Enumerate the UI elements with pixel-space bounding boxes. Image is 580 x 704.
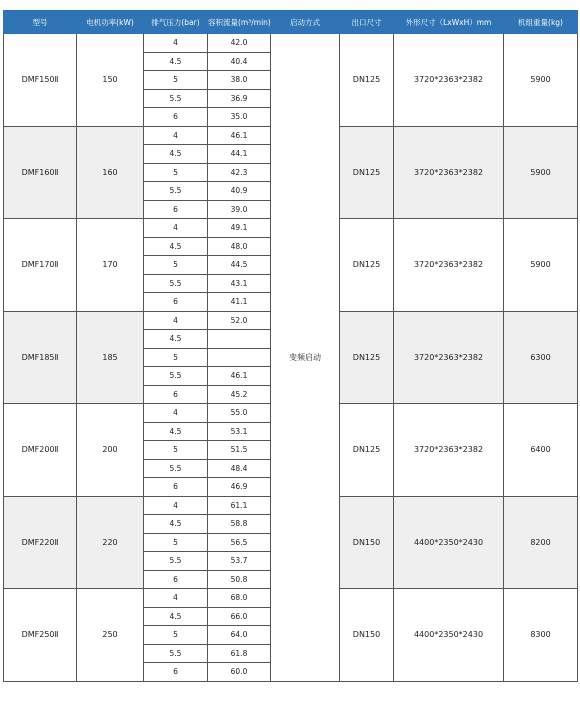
pressure-cell: 4 <box>144 589 208 608</box>
flow-cell: 52.0 <box>208 311 271 330</box>
pressure-cell: 5.5 <box>144 274 208 293</box>
power-cell: 250 <box>77 589 144 682</box>
dimensions-cell: 3720*2363*2382 <box>394 311 504 404</box>
flow-cell: 53.1 <box>208 422 271 441</box>
flow-cell: 44.5 <box>208 256 271 275</box>
pressure-cell: 4 <box>144 126 208 145</box>
pressure-cell: 5.5 <box>144 552 208 571</box>
pressure-cell: 5.5 <box>144 644 208 663</box>
header-outlet: 出口尺寸 <box>340 11 394 34</box>
outlet-cell: DN125 <box>340 219 394 312</box>
header-row <box>4 11 578 34</box>
dimensions-cell: 3720*2363*2382 <box>394 126 504 219</box>
table-body <box>4 34 578 682</box>
model-cell: DMF220Ⅱ <box>4 496 77 589</box>
model-cell: DMF250Ⅱ <box>4 589 77 682</box>
flow-cell: 42.0 <box>208 34 271 53</box>
power-cell: 150 <box>77 34 144 127</box>
header-power: 电机功率(kW) <box>77 11 144 34</box>
flow-cell: 51.5 <box>208 441 271 460</box>
weight-cell: 8200 <box>504 496 578 589</box>
model-cell: DMF160Ⅱ <box>4 126 77 219</box>
pressure-cell: 5 <box>144 71 208 90</box>
header-weight: 机组重量(kg) <box>504 11 578 34</box>
pressure-cell: 4.5 <box>144 145 208 164</box>
pressure-cell: 6 <box>144 200 208 219</box>
flow-cell: 58.8 <box>208 515 271 534</box>
pressure-cell: 4 <box>144 219 208 238</box>
flow-cell: 38.0 <box>208 71 271 90</box>
pressure-cell: 6 <box>144 570 208 589</box>
pressure-cell: 4.5 <box>144 237 208 256</box>
flow-cell <box>208 330 271 349</box>
flow-cell: 46.1 <box>208 367 271 386</box>
pressure-cell: 4.5 <box>144 330 208 349</box>
pressure-cell: 6 <box>144 108 208 127</box>
pressure-cell: 6 <box>144 478 208 497</box>
pressure-cell: 4.5 <box>144 52 208 71</box>
outlet-cell: DN125 <box>340 34 394 127</box>
flow-cell: 46.9 <box>208 478 271 497</box>
flow-cell: 36.9 <box>208 89 271 108</box>
outlet-cell: DN125 <box>340 126 394 219</box>
header-model: 型号 <box>4 11 77 34</box>
header-dimensions: 外形尺寸（LxWxH）mm <box>394 11 504 34</box>
flow-cell: 48.0 <box>208 237 271 256</box>
pressure-cell: 6 <box>144 385 208 404</box>
weight-cell: 6400 <box>504 404 578 497</box>
flow-cell: 60.0 <box>208 663 271 682</box>
start-method-cell: 变频启动 <box>271 34 340 682</box>
model-cell: DMF150Ⅱ <box>4 34 77 127</box>
pressure-cell: 6 <box>144 663 208 682</box>
flow-cell: 46.1 <box>208 126 271 145</box>
flow-cell: 64.0 <box>208 626 271 645</box>
pressure-cell: 5 <box>144 256 208 275</box>
flow-cell: 61.1 <box>208 496 271 515</box>
dimensions-cell: 4400*2350*2430 <box>394 589 504 682</box>
flow-cell: 53.7 <box>208 552 271 571</box>
flow-cell: 49.1 <box>208 219 271 238</box>
flow-cell: 50.8 <box>208 570 271 589</box>
power-cell: 170 <box>77 219 144 312</box>
flow-cell: 45.2 <box>208 385 271 404</box>
weight-cell: 8300 <box>504 589 578 682</box>
spec-table <box>3 10 578 682</box>
power-cell: 200 <box>77 404 144 497</box>
flow-cell: 44.1 <box>208 145 271 164</box>
flow-cell: 42.3 <box>208 163 271 182</box>
power-cell: 185 <box>77 311 144 404</box>
power-cell: 160 <box>77 126 144 219</box>
outlet-cell: DN125 <box>340 311 394 404</box>
pressure-cell: 4 <box>144 34 208 53</box>
flow-cell: 35.0 <box>208 108 271 127</box>
header-pressure: 排气压力(bar) <box>144 11 208 34</box>
pressure-cell: 5.5 <box>144 459 208 478</box>
dimensions-cell: 4400*2350*2430 <box>394 496 504 589</box>
pressure-cell: 4.5 <box>144 607 208 626</box>
flow-cell: 55.0 <box>208 404 271 423</box>
weight-cell: 5900 <box>504 34 578 127</box>
pressure-cell: 5 <box>144 163 208 182</box>
flow-cell: 41.1 <box>208 293 271 312</box>
power-cell: 220 <box>77 496 144 589</box>
flow-cell: 56.5 <box>208 533 271 552</box>
pressure-cell: 6 <box>144 293 208 312</box>
flow-cell: 66.0 <box>208 607 271 626</box>
flow-cell: 39.0 <box>208 200 271 219</box>
pressure-cell: 4 <box>144 404 208 423</box>
pressure-cell: 4.5 <box>144 515 208 534</box>
dimensions-cell: 3720*2363*2382 <box>394 34 504 127</box>
pressure-cell: 5 <box>144 441 208 460</box>
outlet-cell: DN150 <box>340 589 394 682</box>
pressure-cell: 4 <box>144 311 208 330</box>
pressure-cell: 5.5 <box>144 182 208 201</box>
pressure-cell: 5 <box>144 348 208 367</box>
weight-cell: 5900 <box>504 219 578 312</box>
dimensions-cell: 3720*2363*2382 <box>394 404 504 497</box>
pressure-cell: 5 <box>144 626 208 645</box>
model-cell: DMF185Ⅱ <box>4 311 77 404</box>
pressure-cell: 4 <box>144 496 208 515</box>
outlet-cell: DN150 <box>340 496 394 589</box>
header-flow: 容积流量(m³/min) <box>208 11 271 34</box>
flow-cell: 48.4 <box>208 459 271 478</box>
weight-cell: 6300 <box>504 311 578 404</box>
model-cell: DMF200Ⅱ <box>4 404 77 497</box>
flow-cell: 61.8 <box>208 644 271 663</box>
pressure-cell: 5.5 <box>144 367 208 386</box>
table-row <box>4 34 578 53</box>
flow-cell: 40.4 <box>208 52 271 71</box>
dimensions-cell: 3720*2363*2382 <box>394 219 504 312</box>
flow-cell: 40.9 <box>208 182 271 201</box>
flow-cell <box>208 348 271 367</box>
flow-cell: 43.1 <box>208 274 271 293</box>
model-cell: DMF170Ⅱ <box>4 219 77 312</box>
outlet-cell: DN125 <box>340 404 394 497</box>
weight-cell: 5900 <box>504 126 578 219</box>
pressure-cell: 4.5 <box>144 422 208 441</box>
pressure-cell: 5.5 <box>144 89 208 108</box>
pressure-cell: 5 <box>144 533 208 552</box>
header-start-method: 启动方式 <box>271 11 340 34</box>
flow-cell: 68.0 <box>208 589 271 608</box>
